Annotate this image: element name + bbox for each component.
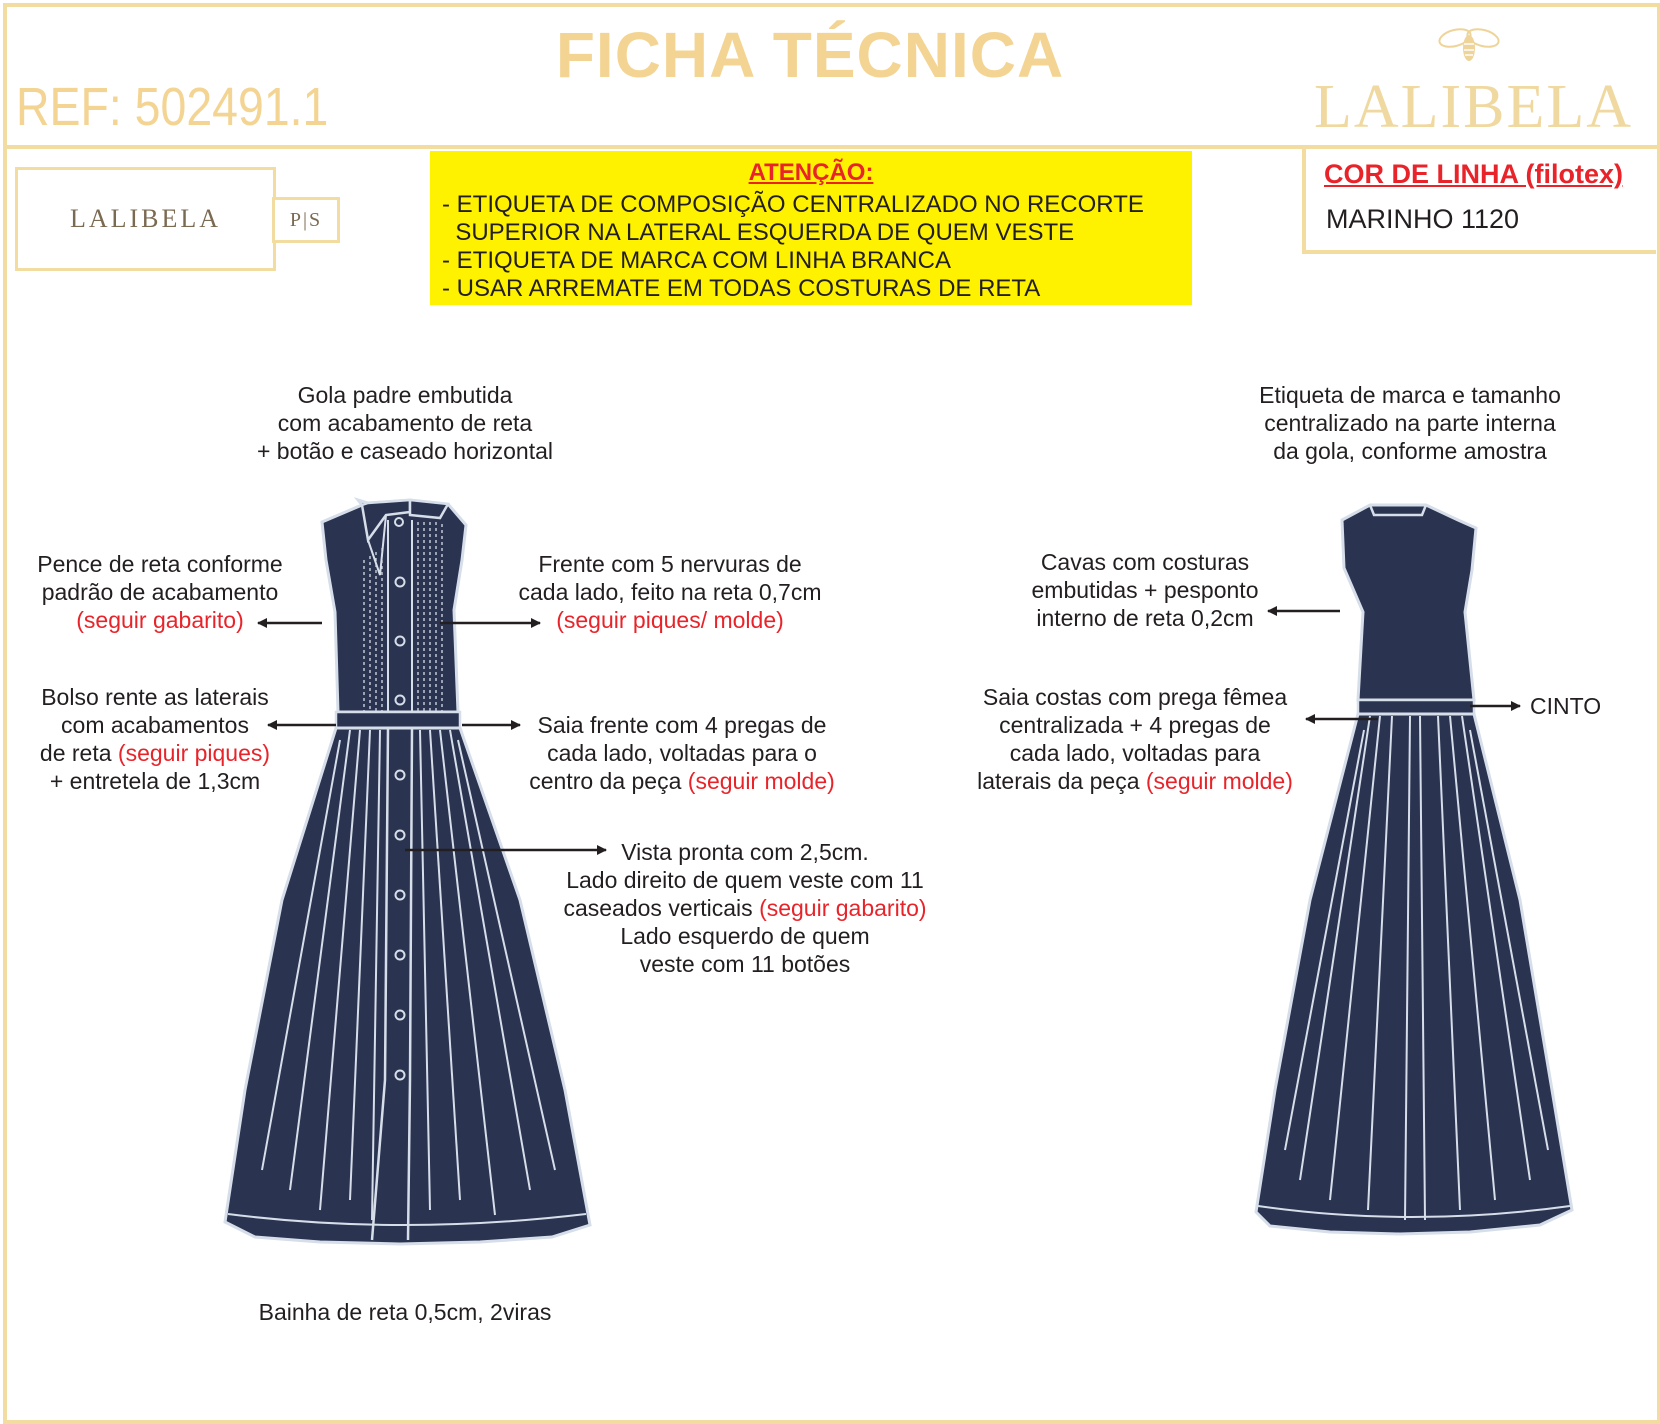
note-line: Bolso rente as laterais: [41, 684, 269, 710]
note-line: interno de reta 0,2cm: [1036, 605, 1254, 631]
size-label-tag: P|S: [272, 197, 340, 243]
note-armhole: [1010, 548, 1280, 632]
note-line: centro da peça: [529, 768, 688, 794]
attention-line: - ETIQUETA DE COMPOSIÇÃO CENTRALIZADO NO RECORTE: [442, 191, 1144, 218]
note-line: Lado direito de quem veste com 11: [566, 867, 924, 893]
thread-color-value: MARINHO 1120: [1326, 204, 1520, 234]
note-line: padrão de acabamento: [41, 579, 279, 605]
note-line: Saia costas com prega fêmea: [982, 684, 1288, 710]
note-line: Gola padre embutida: [297, 382, 513, 408]
note-red-text: (seguir molde): [1145, 768, 1293, 794]
reference-code: REF: 502491.1: [16, 77, 329, 137]
attention-line: - ETIQUETA DE MARCA COM LINHA BRANCA: [442, 247, 951, 274]
note-red-line: (seguir piques/ molde): [556, 607, 784, 633]
note-red-text: (seguir gabarito): [759, 895, 927, 921]
note-line: com acabamento de reta: [277, 410, 533, 436]
note-inner-label: [1230, 381, 1590, 465]
note-line: + entretela de 1,3cm: [49, 768, 261, 794]
note-line: embutidas + pesponto: [1031, 577, 1259, 603]
note-line: + botão e caseado horizontal: [256, 438, 554, 464]
note-line: laterais da peça: [977, 768, 1146, 794]
note-hem: Bainha de reta 0,5cm, 2viras: [258, 1299, 552, 1325]
note-line: veste com 11 botões: [639, 951, 851, 977]
note-red-line: (seguir gabarito): [76, 607, 244, 633]
back-dress-drawing: [1256, 505, 1572, 1234]
attention-line: SUPERIOR NA LATERAL ESQUERDA DE QUEM VESTE: [442, 219, 1075, 246]
note-red-text: (seguir piques): [117, 740, 271, 766]
note-line: da gola, conforme amostra: [1273, 438, 1547, 464]
note-line: Saia frente com 4 pregas de: [537, 712, 827, 738]
page-title: FICHA TÉCNICA: [555, 19, 1065, 91]
note-tucks: [495, 550, 845, 634]
note-dart: [20, 550, 300, 634]
note-collar: [225, 381, 585, 465]
note-red-text: (seguir molde): [687, 768, 835, 794]
note-line: de reta: [39, 740, 118, 766]
thread-color-heading: COR DE LINHA (filotex): [1324, 159, 1623, 189]
note-line: cada lado, voltadas para o: [547, 740, 817, 766]
note-line: cada lado, voltadas para: [1009, 740, 1261, 766]
note-line: Cavas com costuras: [1040, 549, 1250, 575]
note-line: Pence de reta conforme: [37, 551, 283, 577]
note-line: centralizado na parte interna: [1264, 410, 1556, 436]
note-line: Etiqueta de marca e tamanho: [1259, 382, 1561, 408]
note-line: cada lado, feito na reta 0,7cm: [518, 579, 822, 605]
brand-logo: LALIBELA: [1314, 73, 1634, 141]
note-skirt-back: [960, 683, 1310, 795]
attention-line: - USAR ARREMATE EM TODAS COSTURAS DE RETA: [442, 275, 1041, 302]
note-pocket: [20, 683, 290, 795]
label-tag-brand: LALIBELA: [69, 204, 222, 233]
note-line: Lado esquerdo de quem: [620, 923, 870, 949]
note-line: Frente com 5 nervuras de: [538, 551, 802, 577]
note-placket: [540, 838, 950, 978]
note-line: centralizada + 4 pregas de: [999, 712, 1271, 738]
attention-heading: ATENÇÃO:: [748, 159, 874, 186]
note-belt: CINTO: [1530, 693, 1602, 719]
note-line: com acabamentos: [61, 712, 249, 738]
note-skirt-front: [512, 711, 852, 795]
note-line: caseados verticais: [563, 895, 760, 921]
note-line: Vista pronta com 2,5cm.: [621, 839, 869, 865]
